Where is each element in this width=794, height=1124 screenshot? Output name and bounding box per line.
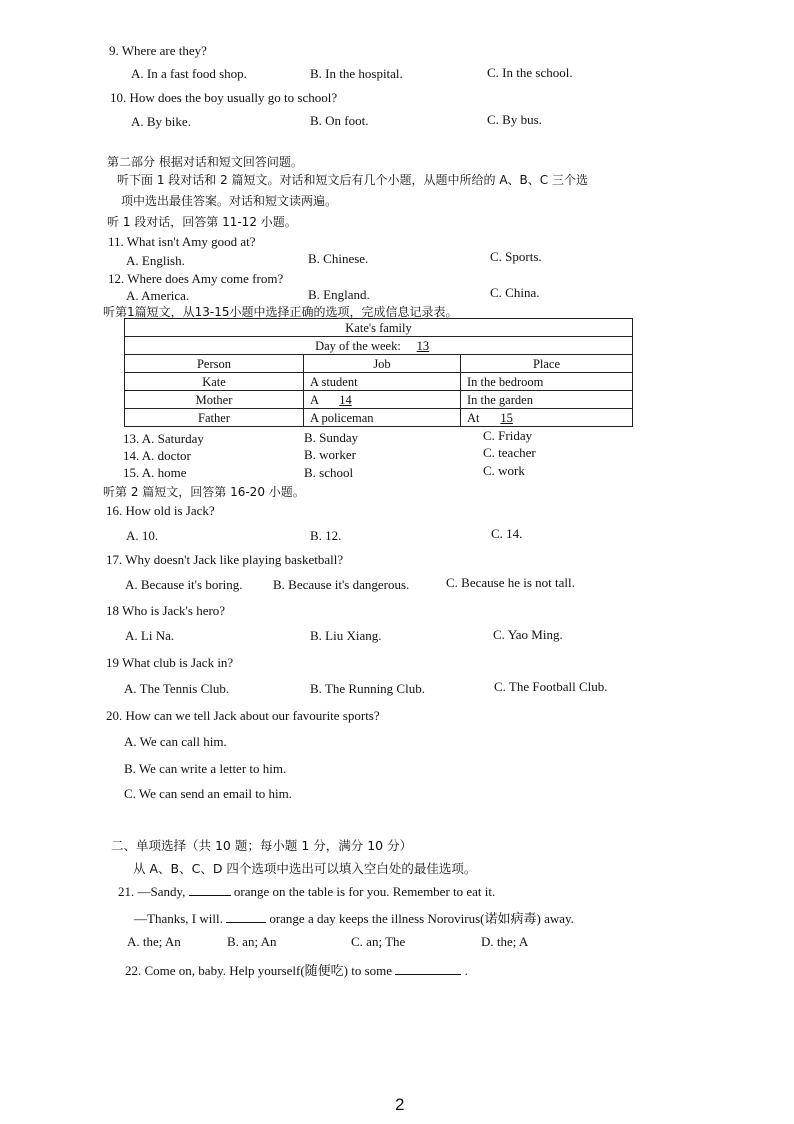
question-22-pre: 22. Come on, baby. Help yourself(随便吃) to some (125, 963, 393, 978)
question-12-option-b: B. England. (308, 287, 370, 302)
question-21-line1 (118, 883, 495, 900)
place-blank-15: 15 (500, 410, 513, 425)
row-job (304, 391, 461, 409)
part2-instruction-line1: 听下面 1 段对话和 2 篇短文。对话和短文后有几个小题，从题中所给的 A、B、C 三个选 (117, 173, 588, 187)
question-19-option-a: A. The Tennis Club. (124, 681, 230, 696)
day-of-week-label: Day of the week: (315, 338, 401, 353)
question-11-stem: 11. What isn't Amy good at? (108, 234, 256, 249)
question-17-option-a: A. Because it's boring. (125, 577, 243, 592)
row-job-text: A student (310, 374, 358, 389)
question-15-option-a: 15. A. home (123, 465, 187, 480)
question-11-option-b: B. Chinese. (308, 251, 369, 266)
question-21-blank2 (226, 910, 266, 923)
header-person: Person (125, 355, 304, 373)
question-19-stem: 19 What club is Jack in? (106, 655, 234, 670)
question-21-option-b: B. an; An (227, 934, 277, 949)
table-title-row (125, 319, 633, 337)
row-person: Kate (125, 373, 304, 391)
row-place-text: At (467, 410, 480, 425)
question-18-option-b: B. Liu Xiang. (310, 628, 382, 643)
table-day-row (125, 337, 633, 355)
section2-title: 二、单项选择（共 10 题；每小题 1 分，满分 10 分） (111, 838, 413, 853)
question-16-stem: 16. How old is Jack? (106, 503, 215, 518)
question-21-blank1 (189, 883, 231, 896)
question-21-option-d: D. the; A (481, 934, 529, 949)
question-20-option-a: A. We can call him. (124, 734, 227, 749)
question-21-line1-post: orange on the table is for you. Remember to eat it. (233, 884, 496, 899)
question-21-option-c: C. an; The (351, 934, 406, 949)
question-14-option-a: 14. A. doctor (123, 448, 191, 463)
question-10-stem: 10. How does the boy usually go to school? (110, 90, 338, 105)
row-place-text: In the garden (467, 392, 533, 407)
table-header-row (125, 355, 633, 373)
question-12-stem: 12. Where does Amy come from? (108, 271, 284, 286)
question-22-line (125, 960, 468, 979)
passage1-instruction: 听第1篇短文，从13-15小题中选择正确的选项，完成信息记录表。 (103, 305, 458, 319)
question-11-option-a: A. English. (126, 253, 185, 268)
question-20-option-b: B. We can write a letter to him. (124, 761, 287, 776)
question-16-option-c: C. 14. (491, 526, 523, 541)
question-18-option-a: A. Li Na. (125, 628, 175, 643)
row-person: Father (125, 409, 304, 427)
dialog-instruction: 听 1 段对话，回答第 11-12 小题。 (107, 215, 297, 229)
part2-instruction-line2: 项中选出最佳答案。对话和短文读两遍。 (121, 194, 338, 208)
question-15-option-c: C. work (483, 463, 525, 478)
question-21-line2 (134, 908, 574, 927)
row-job-text: A (310, 392, 319, 407)
question-14-option-b: B. worker (304, 447, 356, 462)
kates-family-table (124, 318, 633, 427)
question-21-line2-pre: —Thanks, I will. (134, 911, 223, 926)
question-10-option-c: C. By bus. (487, 112, 542, 127)
question-22-blank (395, 962, 461, 975)
question-18-stem: 18 Who is Jack's hero? (106, 603, 226, 618)
passage2-instruction: 听第 2 篇短文，回答第 16-20 小题。 (103, 485, 305, 499)
question-21-line1-pre: 21. —Sandy, (118, 884, 186, 899)
page-number: 2 (395, 1095, 405, 1114)
row-job-text: A policeman (310, 410, 374, 425)
question-16-option-a: A. 10. (126, 528, 159, 543)
question-22-post: . (464, 963, 468, 978)
table-title: Kate's family (125, 319, 633, 337)
question-14-option-c: C. teacher (483, 445, 536, 460)
day-of-week-blank: 13 (416, 338, 430, 353)
question-10-option-a: A. By bike. (131, 114, 191, 129)
question-9-stem: 9. Where are they? (109, 43, 207, 58)
table-row (125, 391, 633, 409)
question-17-option-c: C. Because he is not tall. (446, 575, 575, 590)
section2-instruction: 从 A、B、C、D 四个选项中选出可以填入空白处的最佳选项。 (133, 861, 477, 876)
question-18-option-c: C. Yao Ming. (493, 627, 563, 642)
row-person: Mother (125, 391, 304, 409)
table-row (125, 409, 633, 427)
question-21-option-a: A. the; An (127, 934, 181, 949)
question-21-line2-post: orange a day keeps the illness Norovirus(诺如病毒) away. (269, 911, 574, 926)
row-place (461, 409, 633, 427)
question-20-option-c: C. We can send an email to him. (124, 786, 293, 801)
part2-title: 第二部分 根据对话和短文回答问题。 (107, 155, 303, 169)
table-row (125, 373, 633, 391)
question-13-option-a: 13. A. Saturday (123, 431, 204, 446)
question-9-option-a: A. In a fast food shop. (131, 66, 247, 81)
question-17-option-b: B. Because it's dangerous. (273, 577, 410, 592)
question-19-option-c: C. The Football Club. (494, 679, 608, 694)
question-10-option-b: B. On foot. (310, 113, 369, 128)
question-12-option-a: A. America. (126, 288, 190, 303)
row-place-text: In the bedroom (467, 374, 544, 389)
header-place: Place (461, 355, 633, 373)
question-9-option-c: C. In the school. (487, 65, 573, 80)
question-13-option-c: C. Friday (483, 428, 533, 443)
question-15-option-b: B. school (304, 465, 354, 480)
job-blank-14: 14 (339, 392, 352, 407)
question-20-stem: 20. How can we tell Jack about our favourite sports? (106, 708, 380, 723)
question-13-option-b: B. Sunday (304, 430, 359, 445)
question-19-option-b: B. The Running Club. (310, 681, 425, 696)
question-9-option-b: B. In the hospital. (310, 66, 403, 81)
row-place (461, 391, 633, 409)
question-11-option-c: C. Sports. (490, 249, 542, 264)
row-job (304, 409, 461, 427)
question-17-stem: 17. Why doesn't Jack like playing basketball? (106, 552, 344, 567)
question-16-option-b: B. 12. (310, 528, 342, 543)
row-job (304, 373, 461, 391)
question-12-option-c: C. China. (490, 285, 540, 300)
row-place (461, 373, 633, 391)
table-day-cell (125, 337, 633, 355)
header-job: Job (304, 355, 461, 373)
